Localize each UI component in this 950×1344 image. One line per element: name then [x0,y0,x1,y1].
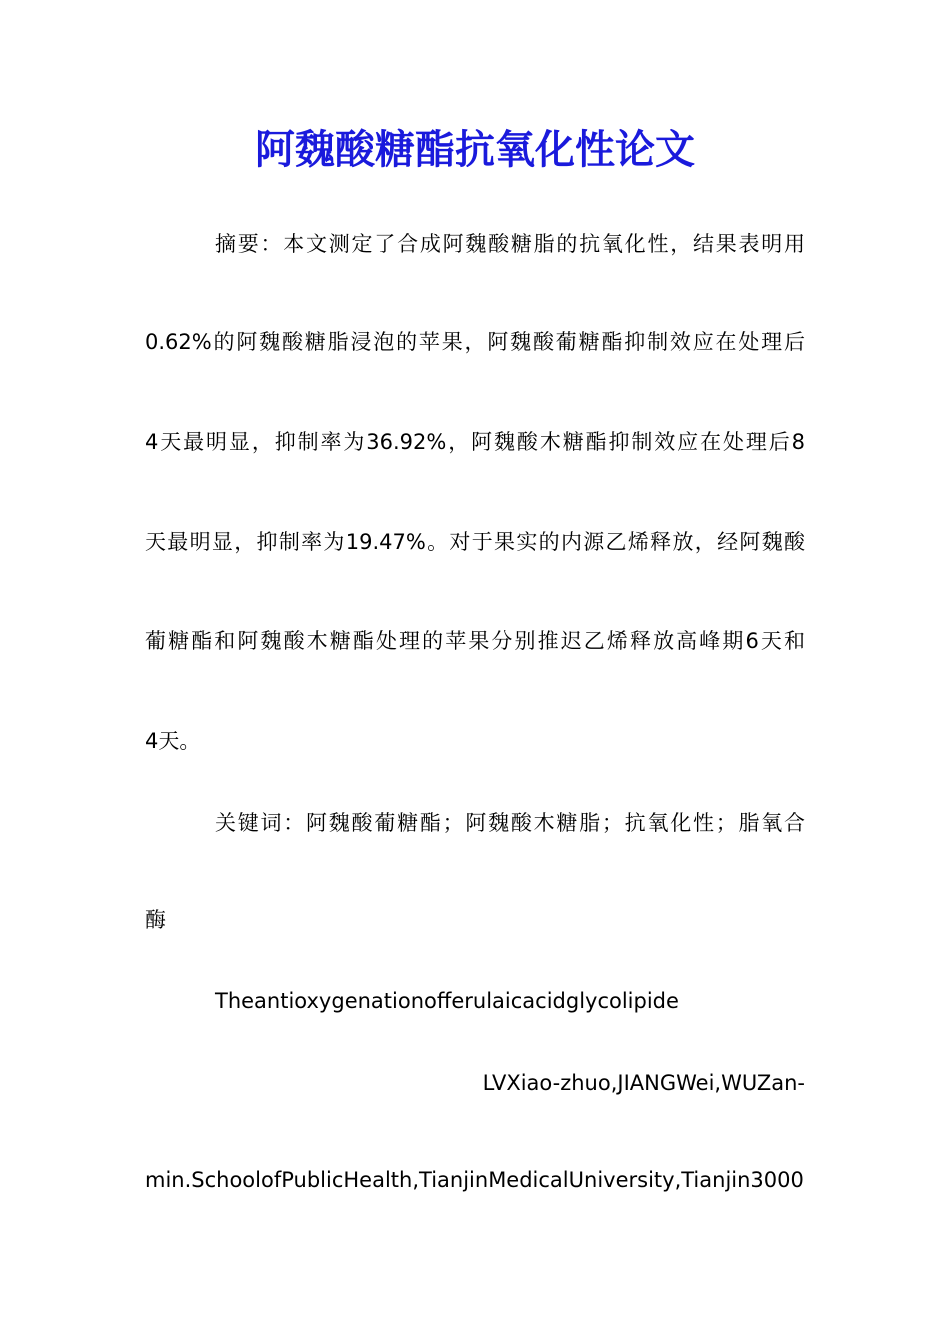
abstract-line-5: 葡糖酯和阿魏酸木糖酯处理的苹果分别推迟乙烯释放高峰期6天和 [145,629,805,653]
abstract-line-2: 0.62%的阿魏酸糖脂浸泡的苹果，阿魏酸葡糖酯抑制效应在处理后 [145,330,805,354]
abstract-line-1: 摘要：本文测定了合成阿魏酸糖脂的抗氧化性，结果表明用 [215,232,805,256]
abstract-line-3: 4天最明显，抑制率为36.92%，阿魏酸木糖酯抑制效应在处理后8 [145,430,805,454]
keywords-line-2: 酶 [145,908,166,932]
document-title: 阿魏酸糖酯抗氧化性论文 [255,126,695,173]
abstract-line-6: 4天。 [145,729,201,753]
english-title: Theantioxygenationofferulaicacidglycolipide [215,989,679,1013]
keywords-line-1: 关键词：阿魏酸葡糖酯；阿魏酸木糖脂；抗氧化性；脂氧合 [215,811,805,835]
authors-line-2: min.SchoolofPublicHealth,TianjinMedicalUniversity,Tianjin3000 [145,1168,804,1192]
abstract-line-4: 天最明显，抑制率为19.47%。对于果实的内源乙烯释放，经阿魏酸 [145,530,805,554]
authors-line-1: LVXiao-zhuo,JIANGWei,WUZan- [482,1071,805,1095]
